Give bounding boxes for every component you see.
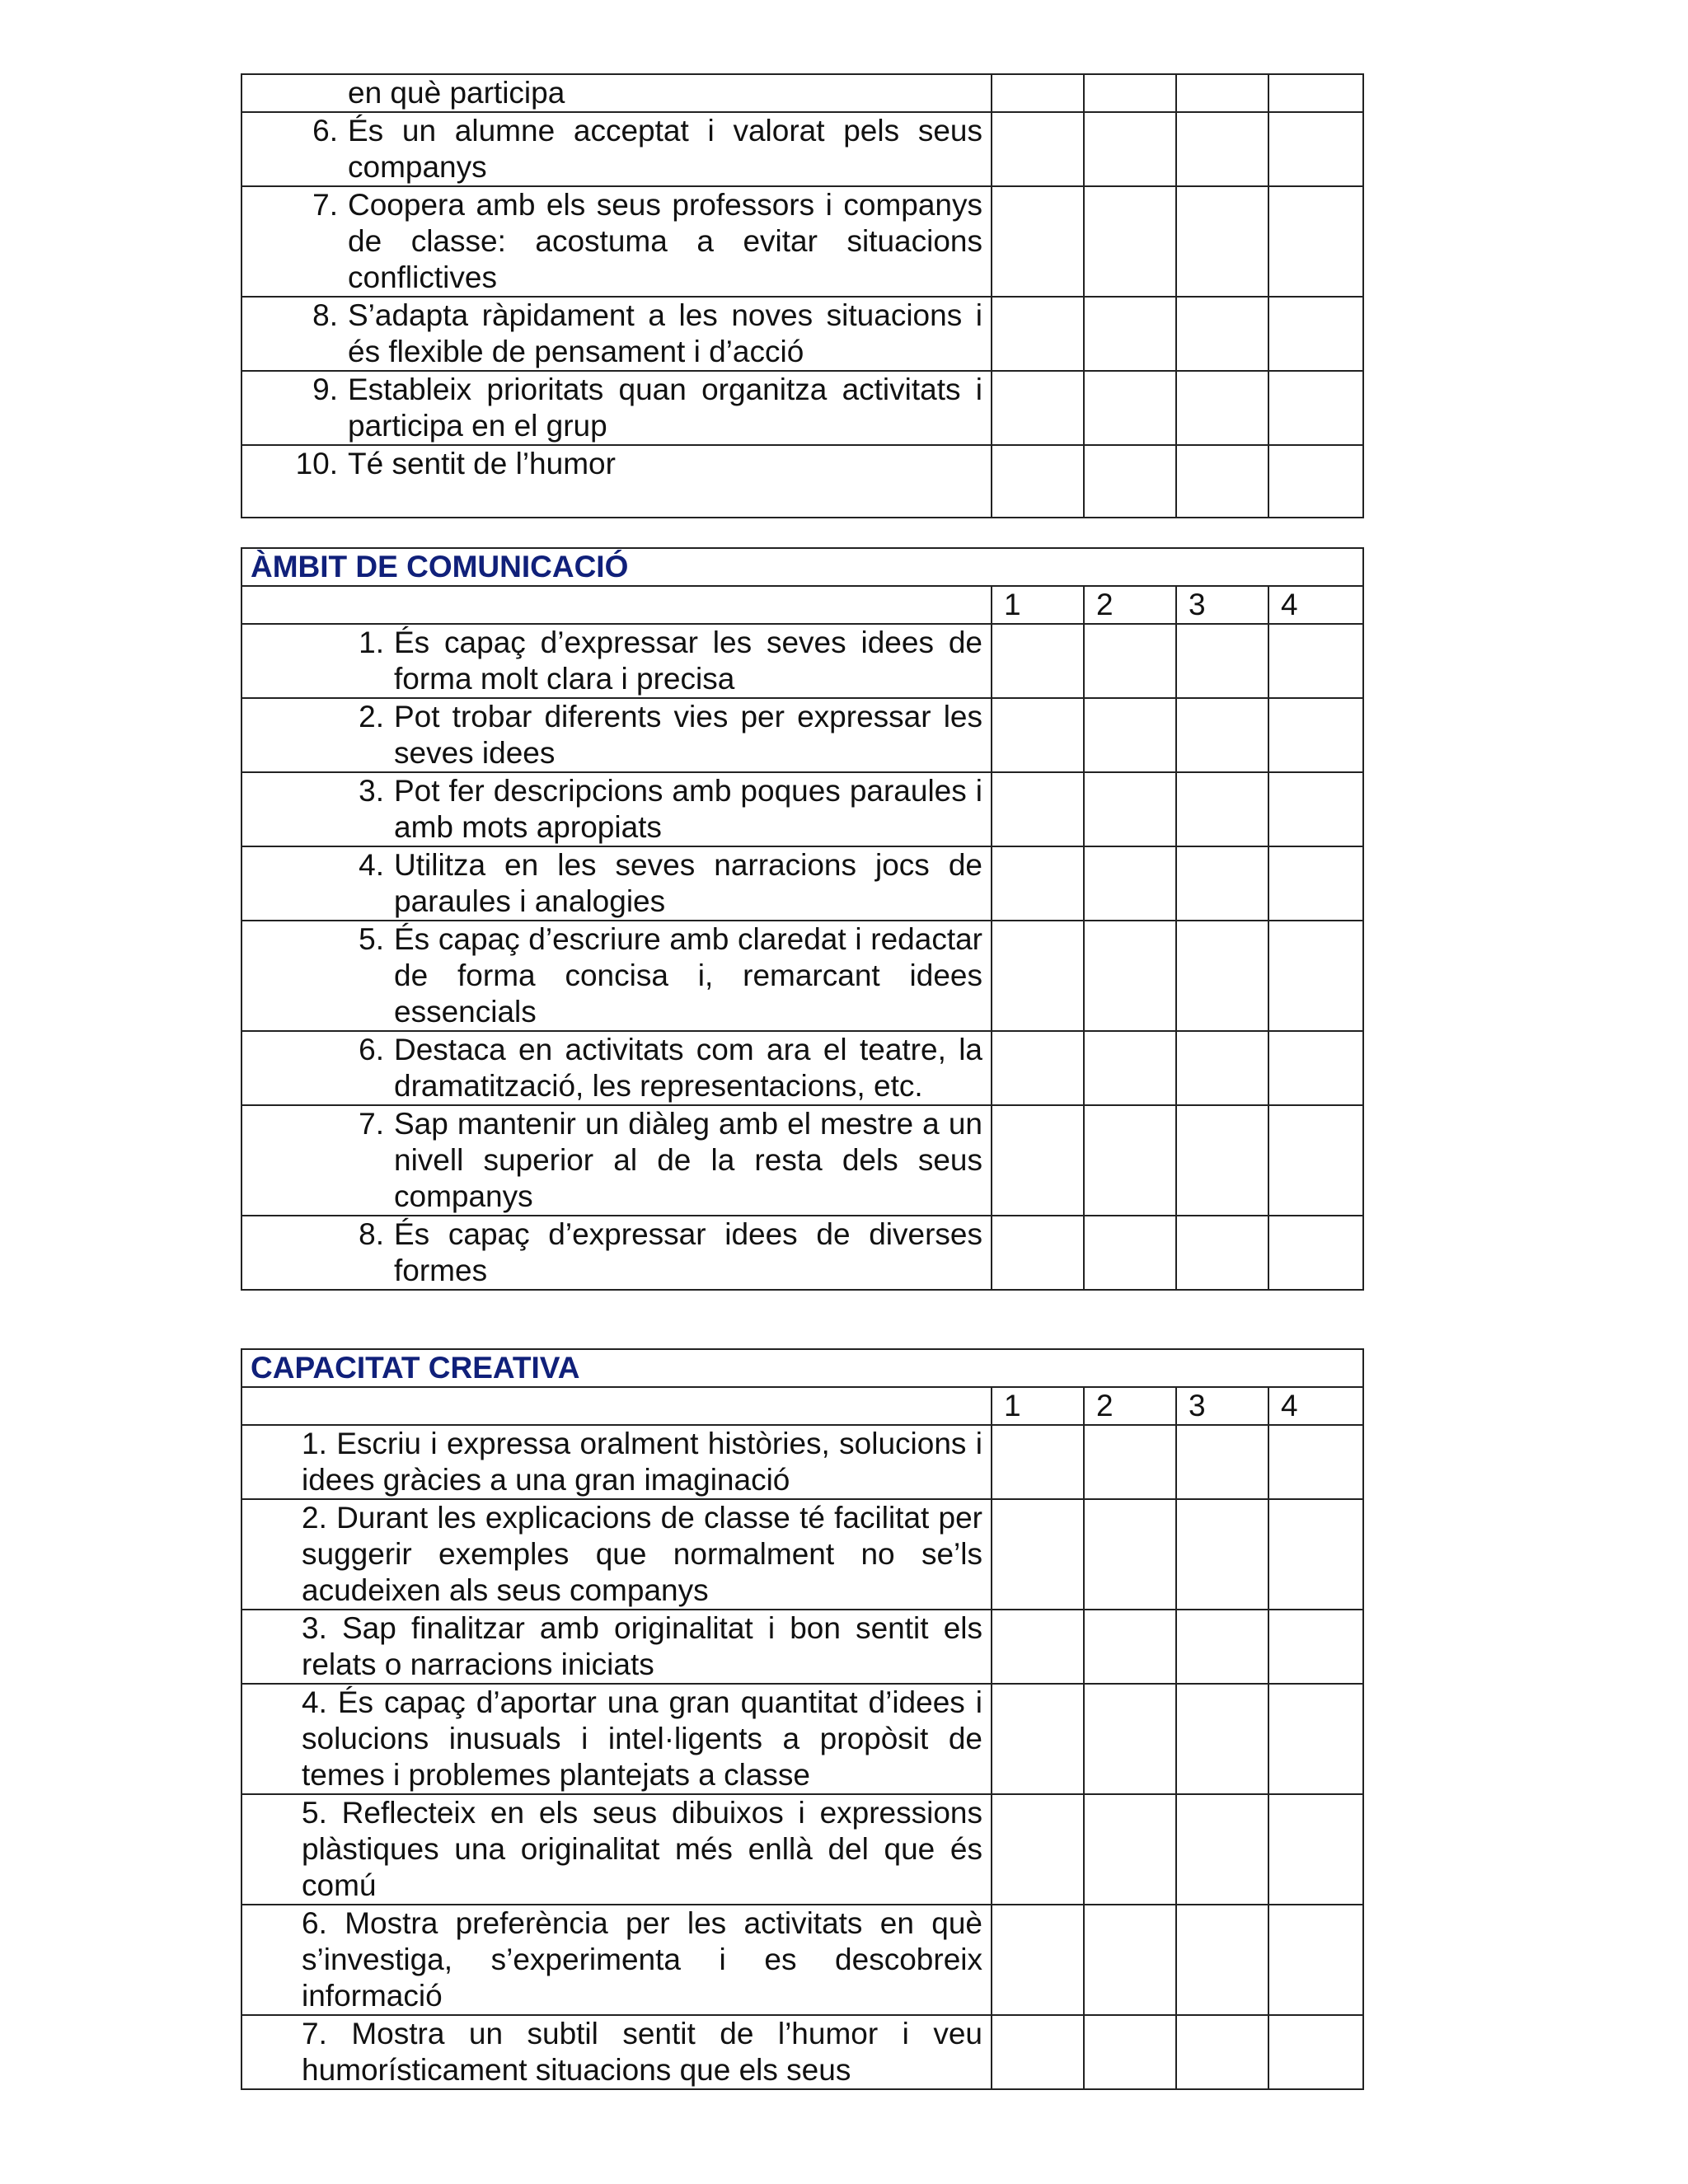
scale-label-4: 4 (1268, 1387, 1363, 1425)
scale-header-row (241, 586, 1363, 624)
table-row (241, 297, 1363, 371)
item-number: 8. (359, 1217, 384, 1251)
item-text: 1. Escriu i expressa oralment històries, solucions i idees gràcies a una gran imaginació (302, 1427, 982, 1497)
item-number: 6. (359, 1033, 384, 1066)
item-cell (241, 1905, 992, 2015)
rating-cell-3[interactable] (1176, 112, 1268, 186)
creativity-table (241, 1348, 1364, 2090)
empty-header-cell (241, 586, 992, 624)
rating-cell-3[interactable] (1176, 1425, 1268, 1499)
rating-cell-1[interactable] (992, 1499, 1084, 1610)
rating-cell-1[interactable] (992, 1216, 1084, 1290)
rating-cell-2[interactable] (1084, 445, 1176, 518)
rating-cell-2[interactable] (1084, 112, 1176, 186)
rating-cell-1[interactable] (992, 445, 1084, 518)
rating-cell-1[interactable] (992, 921, 1084, 1031)
rating-cell-2[interactable] (1084, 921, 1176, 1031)
item-cell (241, 624, 992, 698)
rating-cell-2[interactable] (1084, 1425, 1176, 1499)
rating-cell-4[interactable] (1268, 624, 1363, 698)
rating-cell-2[interactable] (1084, 186, 1176, 297)
rating-cell-4[interactable] (1268, 1794, 1363, 1905)
item-text: S’adapta ràpidament a les noves situacions i és flexible de pensament i d’acció (348, 298, 982, 368)
table-row (241, 624, 1363, 698)
table-row (241, 1684, 1363, 1794)
item-cell (241, 112, 992, 186)
rating-cell-4[interactable] (1268, 371, 1363, 445)
item-cell (241, 1610, 992, 1684)
rating-cell-3[interactable] (1176, 1684, 1268, 1794)
rating-cell-3[interactable] (1176, 772, 1268, 846)
rating-cell-3[interactable] (1176, 445, 1268, 518)
item-number: 7. (312, 188, 338, 222)
rating-cell-3[interactable] (1176, 2015, 1268, 2089)
rating-cell-2[interactable] (1084, 1905, 1176, 2015)
rating-cell-4[interactable] (1268, 772, 1363, 846)
item-cell (241, 1794, 992, 1905)
item-cell (241, 2015, 992, 2089)
rating-cell-3[interactable] (1176, 921, 1268, 1031)
rating-cell-4[interactable] (1268, 1905, 1363, 2015)
rating-cell-3[interactable] (1176, 371, 1268, 445)
item-cell (241, 186, 992, 297)
item-cell (241, 297, 992, 371)
item-text: Estableix prioritats quan organitza activitats i participa en el grup (348, 373, 982, 443)
scale-label-1: 1 (992, 586, 1084, 624)
rating-cell-1[interactable] (992, 846, 1084, 921)
rating-cell-1[interactable] (992, 1425, 1084, 1499)
item-cell (241, 921, 992, 1031)
social-skills-table-continued (241, 73, 1364, 518)
item-number: 3. (359, 774, 384, 808)
item-text: 7. Mostra un subtil sentit de l’humor i veu humorísticament situacions que els seus (302, 2017, 982, 2087)
rating-cell-1[interactable] (992, 2015, 1084, 2089)
item-text: 6. Mostra preferència per les activitats en què s’investiga, s’experimenta i es descobreix informació (302, 1906, 982, 2013)
rating-cell-4[interactable] (1268, 846, 1363, 921)
item-cell (241, 1031, 992, 1105)
rating-cell-1[interactable] (992, 186, 1084, 297)
item-text: Té sentit de l’humor (348, 447, 616, 480)
rating-cell-3[interactable] (1176, 74, 1268, 112)
rating-cell-2[interactable] (1084, 1684, 1176, 1794)
item-cell (241, 772, 992, 846)
item-number: 5. (359, 922, 384, 956)
item-cell (241, 846, 992, 921)
communication-table (241, 547, 1364, 1291)
rating-cell-3[interactable] (1176, 1610, 1268, 1684)
rating-cell-4[interactable] (1268, 1105, 1363, 1216)
scale-label-2: 2 (1084, 1387, 1176, 1425)
rating-cell-3[interactable] (1176, 1794, 1268, 1905)
rating-cell-1[interactable] (992, 772, 1084, 846)
item-number: 9. (312, 373, 338, 406)
item-cell (241, 1499, 992, 1610)
item-cell (241, 371, 992, 445)
item-text: Pot trobar diferents vies per expressar les seves idees (394, 700, 982, 770)
rating-cell-4[interactable] (1268, 1499, 1363, 1610)
rating-cell-4[interactable] (1268, 445, 1363, 518)
item-number (251, 75, 348, 111)
rating-cell-1[interactable] (992, 74, 1084, 112)
item-text: 2. Durant les explicacions de classe té facilitat per suggerir exemples que normalment no se’ls acudeixen als seus companys (302, 1501, 982, 1607)
item-cell (241, 1425, 992, 1499)
section-title-row (241, 548, 1363, 586)
item-text: És capaç d’expressar idees de diverses formes (394, 1217, 982, 1287)
rating-cell-2[interactable] (1084, 1794, 1176, 1905)
rating-cell-1[interactable] (992, 1610, 1084, 1684)
rating-cell-4[interactable] (1268, 2015, 1363, 2089)
table-row (241, 698, 1363, 772)
table-row (241, 371, 1363, 445)
table-row (241, 1499, 1363, 1610)
item-number: 1. (359, 626, 384, 659)
item-number: 10. (295, 447, 338, 480)
item-text: 4. És capaç d’aportar una gran quantitat d’idees i solucions inusuals i intel·ligents a propòsit de temes i problemes plantejats a classe (302, 1685, 982, 1792)
rating-cell-4[interactable] (1268, 186, 1363, 297)
table-row (241, 772, 1363, 846)
rating-cell-2[interactable] (1084, 1499, 1176, 1610)
rating-cell-2[interactable] (1084, 1031, 1176, 1105)
rating-cell-1[interactable] (992, 624, 1084, 698)
rating-cell-4[interactable] (1268, 1684, 1363, 1794)
rating-cell-1[interactable] (992, 297, 1084, 371)
item-text: Coopera amb els seus professors i companys de classe: acostuma a evitar situacions conflictives (348, 188, 982, 294)
rating-cell-3[interactable] (1176, 1905, 1268, 2015)
rating-cell-2[interactable] (1084, 846, 1176, 921)
rating-cell-1[interactable] (992, 1684, 1084, 1794)
rating-cell-1[interactable] (992, 1031, 1084, 1105)
table-row (241, 1905, 1363, 2015)
item-cell (241, 1216, 992, 1290)
rating-cell-3[interactable] (1176, 186, 1268, 297)
rating-cell-4[interactable] (1268, 74, 1363, 112)
item-text: És un alumne acceptat i valorat pels seus companys (348, 114, 982, 184)
rating-cell-4[interactable] (1268, 1031, 1363, 1105)
rating-cell-2[interactable] (1084, 1610, 1176, 1684)
item-text: És capaç d’escriure amb claredat i redactar de forma concisa i, remarcant idees essencials (394, 922, 982, 1029)
item-text: Utilitza en les seves narracions jocs de paraules i analogies (394, 848, 982, 918)
rating-cell-2[interactable] (1084, 624, 1176, 698)
rating-cell-2[interactable] (1084, 698, 1176, 772)
table-row (241, 445, 1363, 518)
table-row (241, 186, 1363, 297)
rating-cell-1[interactable] (992, 112, 1084, 186)
rating-cell-2[interactable] (1084, 772, 1176, 846)
rating-cell-3[interactable] (1176, 698, 1268, 772)
rating-cell-4[interactable] (1268, 698, 1363, 772)
table-row (241, 2015, 1363, 2089)
scale-label-3: 3 (1176, 1387, 1268, 1425)
scale-label-1: 1 (992, 1387, 1084, 1425)
rating-cell-3[interactable] (1176, 1216, 1268, 1290)
item-text: Destaca en activitats com ara el teatre, la dramatització, les representacions, etc. (394, 1033, 982, 1103)
table-row (241, 921, 1363, 1031)
table-row (241, 112, 1363, 186)
rating-cell-4[interactable] (1268, 1216, 1363, 1290)
table-row (241, 1216, 1363, 1290)
rating-cell-1[interactable] (992, 371, 1084, 445)
item-text: en què participa (348, 76, 565, 110)
item-cell (241, 1105, 992, 1216)
rating-cell-2[interactable] (1084, 2015, 1176, 2089)
rating-cell-3[interactable] (1176, 1031, 1268, 1105)
item-text: És capaç d’expressar les seves idees de forma molt clara i precisa (394, 626, 982, 696)
item-text: 5. Reflecteix en els seus dibuixos i expressions plàstiques una originalitat més enllà del que és comú (302, 1796, 982, 1902)
scale-label-2: 2 (1084, 586, 1176, 624)
rating-cell-1[interactable] (992, 1905, 1084, 2015)
section-title-row (241, 1349, 1363, 1387)
rating-cell-2[interactable] (1084, 1216, 1176, 1290)
rating-cell-3[interactable] (1176, 1105, 1268, 1216)
scale-label-4: 4 (1268, 586, 1363, 624)
rating-cell-4[interactable] (1268, 1425, 1363, 1499)
scale-header-row (241, 1387, 1363, 1425)
empty-header-cell (241, 1387, 992, 1425)
table-row (241, 1794, 1363, 1905)
table-row (241, 1031, 1363, 1105)
rating-cell-4[interactable] (1268, 921, 1363, 1031)
item-number: 4. (359, 848, 384, 882)
item-text: Sap mantenir un diàleg amb el mestre a un nivell superior al de la resta dels seus companys (394, 1107, 982, 1213)
rating-cell-4[interactable] (1268, 1610, 1363, 1684)
rating-cell-3[interactable] (1176, 624, 1268, 698)
table-row (241, 846, 1363, 921)
rating-cell-3[interactable] (1176, 846, 1268, 921)
table-row (241, 1610, 1363, 1684)
rating-cell-3[interactable] (1176, 1499, 1268, 1610)
table-row (241, 1105, 1363, 1216)
item-cell (241, 445, 992, 518)
item-number: 6. (312, 114, 338, 148)
rating-cell-1[interactable] (992, 1105, 1084, 1216)
rating-cell-1[interactable] (992, 698, 1084, 772)
item-text: 3. Sap finalitzar amb originalitat i bon sentit els relats o narracions iniciats (302, 1611, 982, 1681)
item-cell (241, 698, 992, 772)
item-text: Pot fer descripcions amb poques paraules i amb mots apropiats (394, 774, 982, 844)
rating-cell-2[interactable] (1084, 297, 1176, 371)
item-number: 8. (312, 298, 338, 332)
item-number: 7. (359, 1107, 384, 1141)
item-cell (241, 1684, 992, 1794)
section-title: CAPACITAT CREATIVA (241, 1349, 1363, 1387)
rating-cell-2[interactable] (1084, 74, 1176, 112)
rating-cell-4[interactable] (1268, 112, 1363, 186)
item-number: 2. (359, 700, 384, 733)
rating-cell-3[interactable] (1176, 297, 1268, 371)
rating-cell-2[interactable] (1084, 1105, 1176, 1216)
item-cell (241, 74, 992, 112)
section-title: ÀMBIT DE COMUNICACIÓ (241, 548, 1363, 586)
table-row (241, 74, 1363, 112)
scale-label-3: 3 (1176, 586, 1268, 624)
table-row (241, 1425, 1363, 1499)
rating-cell-1[interactable] (992, 1794, 1084, 1905)
rating-cell-4[interactable] (1268, 297, 1363, 371)
rating-cell-2[interactable] (1084, 371, 1176, 445)
